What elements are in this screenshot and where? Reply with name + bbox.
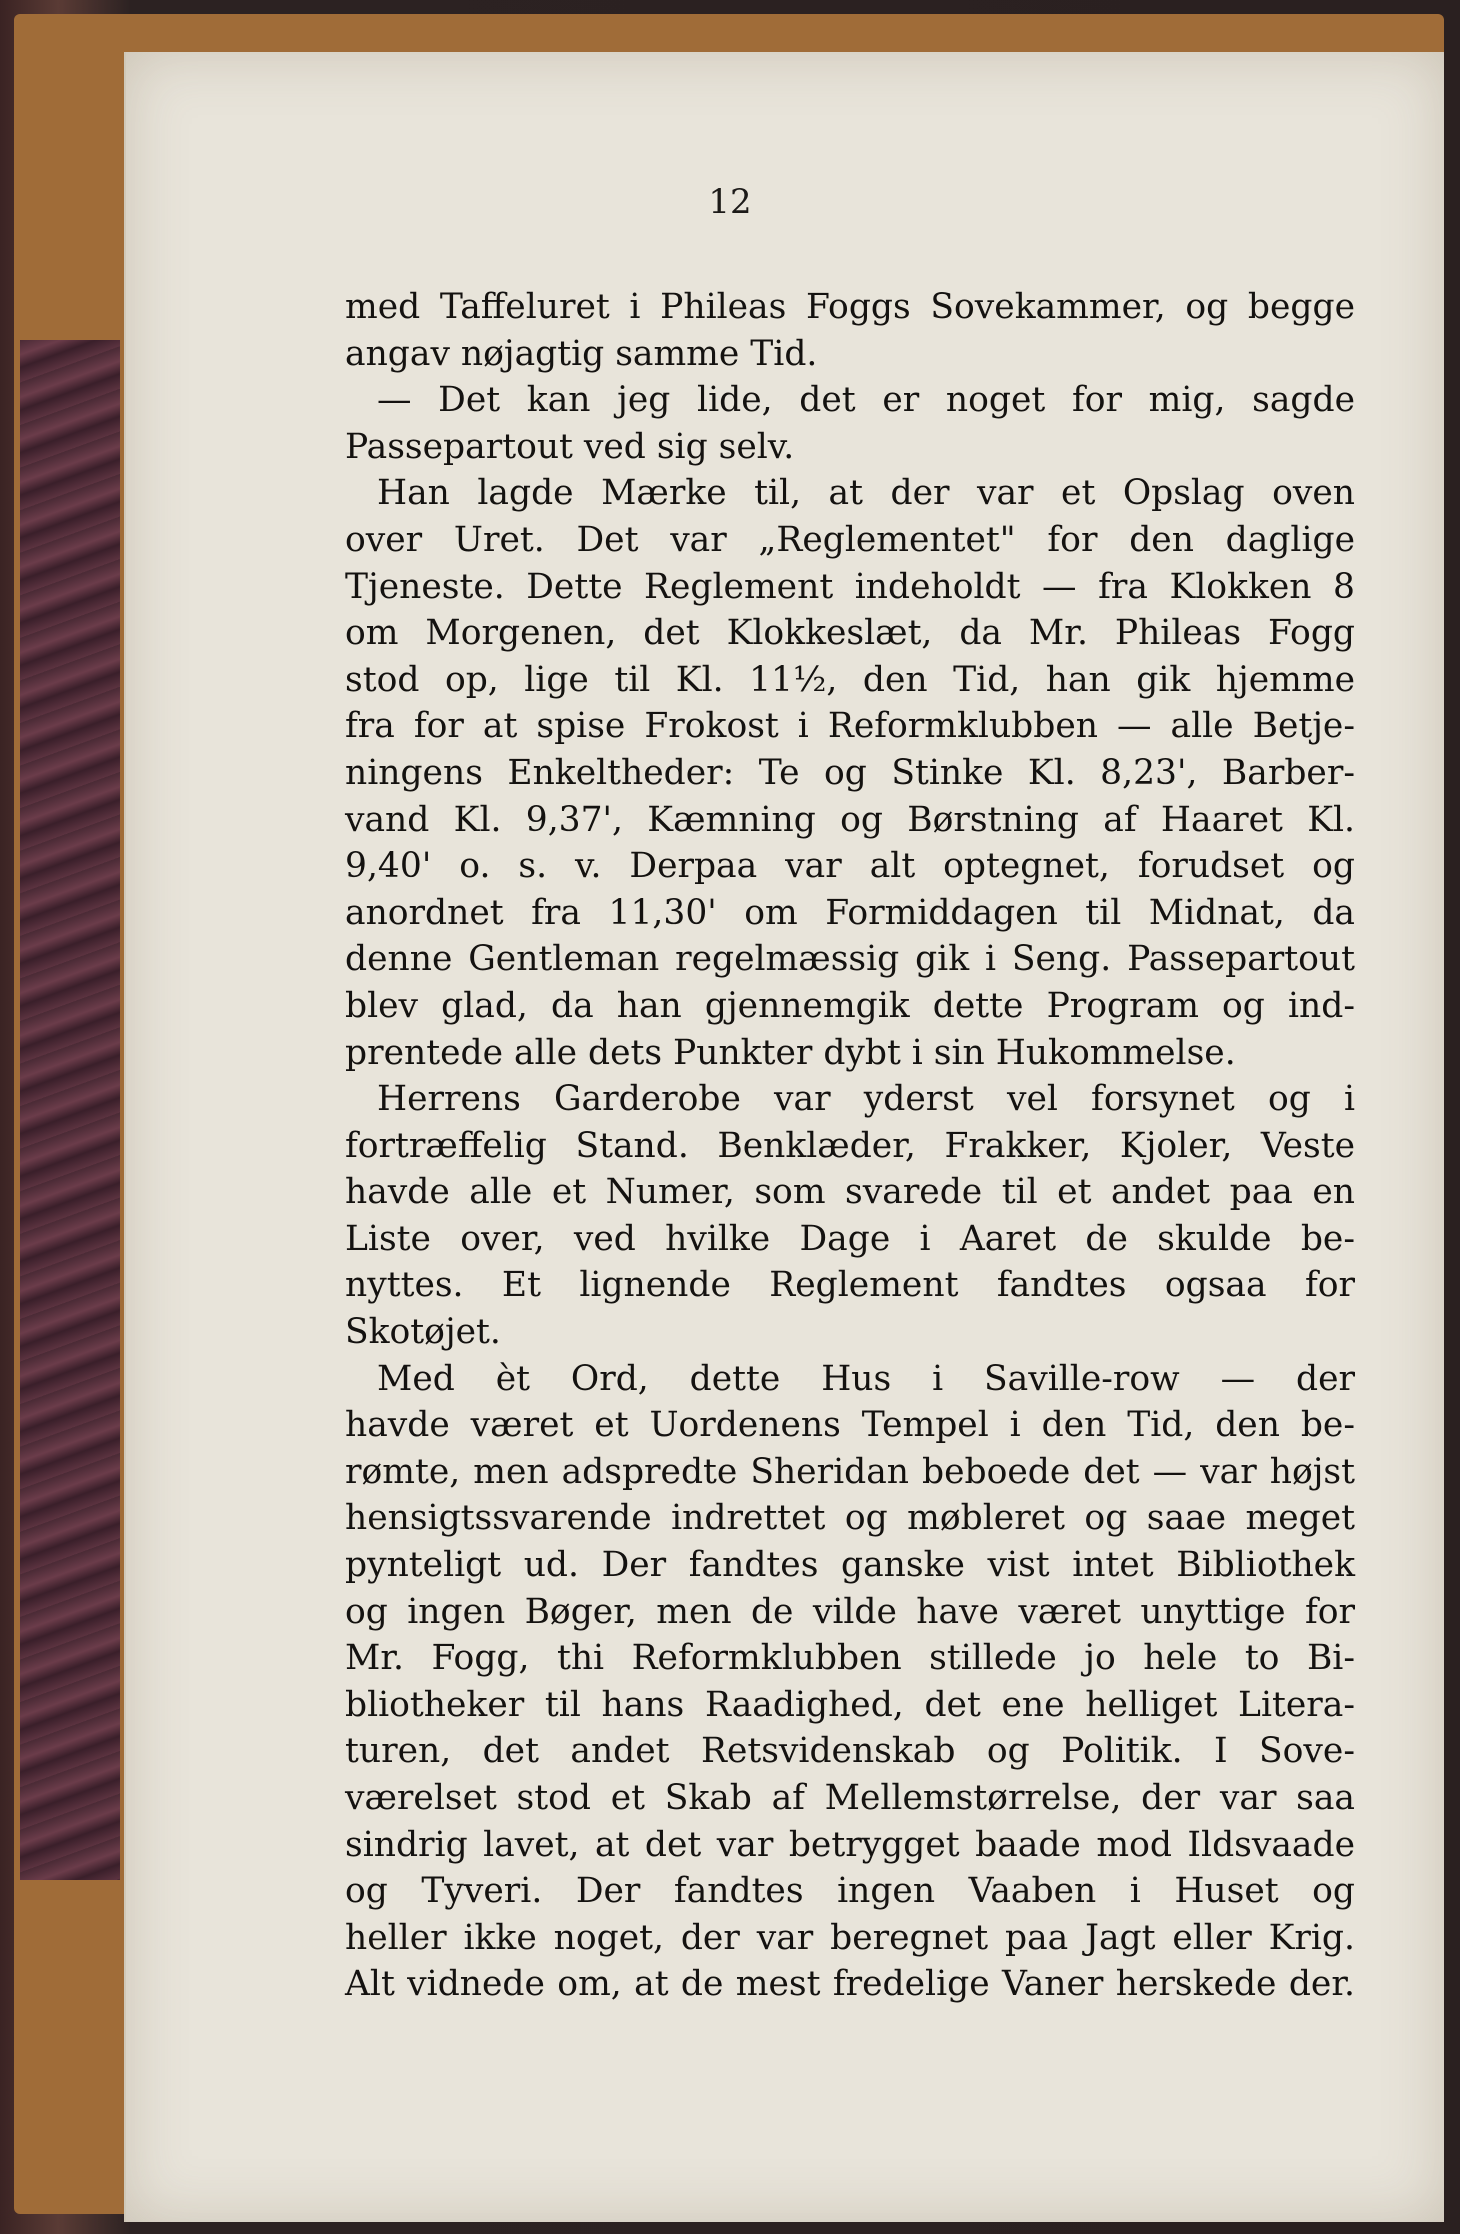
text-line: Liste over, ved hvilke Dage i Aaret de skulde be- — [345, 1218, 1355, 1259]
text-line: om Morgenen, det Klokkeslæt, da Mr. Phileas Fogg — [345, 613, 1355, 654]
text-line: denne Gentleman regelmæssig gik i Seng. Passepartout — [345, 939, 1355, 980]
text-line: sindrig lavet, at det var betrygget baade mod Ildsvaade — [345, 1824, 1355, 1865]
text-line: bliotheker til hans Raadighed, det ene helliget Litera- — [345, 1684, 1355, 1725]
text-line: Alt vidnede om, at de mest fredelige Vaner herskede der. — [345, 1964, 1355, 2005]
text-line: anordnet fra 11,30' om Formiddagen til Midnat, da — [345, 892, 1355, 933]
text-line: Han lagde Mærke til, at der var et Opslag oven — [377, 473, 1355, 514]
text-line: nyttes. Et lignende Reglement fandtes ogsaa for — [345, 1265, 1355, 1306]
text-line: Herrens Garderobe var yderst vel forsynet og i — [377, 1079, 1355, 1120]
text-line: turen, det andet Retsvidenskab og Politik. I Sove- — [345, 1731, 1355, 1772]
text-line: over Uret. Det var „Reglementet" for den daglige — [345, 519, 1355, 560]
text-line: fortræffelig Stand. Benklæder, Frakker, Kjoler, Veste — [345, 1125, 1355, 1166]
text-line: pynteligt ud. Der fandtes ganske vist intet Bibliothek — [345, 1545, 1355, 1586]
text-line: hensigtssvarende indrettet og møbleret og saae meget — [345, 1498, 1355, 1539]
text-line: ningens Enkeltheder: Te og Stinke Kl. 8,23', Barber- — [345, 752, 1355, 793]
text-line: havde været et Uordenens Tempel i den Tid, den be- — [345, 1405, 1355, 1446]
text-line: Tjeneste. Dette Reglement indeholdt — fra Klokken 8 — [345, 566, 1355, 607]
text-line: angav nøjagtig samme Tid. — [345, 333, 818, 374]
text-line: 9,40' o. s. v. Derpaa var alt optegnet, forudset og — [345, 846, 1355, 887]
marbled-endpaper — [20, 340, 120, 1880]
text-line: blev glad, da han gjennemgik dette Program og ind- — [345, 985, 1355, 1026]
text-line: Med èt Ord, dette Hus i Saville-row — der — [377, 1358, 1355, 1399]
text-line: vand Kl. 9,37', Kæmning og Børstning af Haaret Kl. — [345, 799, 1355, 840]
text-line: fra for at spise Frokost i Reformklubben — alle Betje- — [345, 706, 1355, 747]
page-number: 12 — [708, 182, 752, 222]
text-line: stod op, lige til Kl. 11½, den Tid, han gik hjemme — [345, 659, 1355, 700]
text-line: havde alle et Numer, som svarede til et andet paa en — [345, 1172, 1355, 1213]
text-line: prentede alle dets Punkter dybt i sin Hukommelse. — [345, 1032, 1236, 1073]
text-line: Mr. Fogg, thi Reformklubben stillede jo hele to Bi- — [345, 1638, 1355, 1679]
body-text — [345, 284, 1355, 2008]
text-line: rømte, men adspredte Sheridan beboede det — var højst — [345, 1451, 1355, 1492]
text-line: heller ikke noget, der var beregnet paa Jagt eller Krig. — [345, 1917, 1355, 1958]
text-line: med Taffeluret i Phileas Foggs Sovekammer, og begge — [345, 287, 1355, 327]
text-line: — Det kan jeg lide, det er noget for mig, sagde — [377, 380, 1355, 421]
text-line: og Tyveri. Der fandtes ingen Vaaben i Huset og — [345, 1871, 1355, 1912]
text-line: og ingen Bøger, men de vilde have været unyttige for — [345, 1591, 1355, 1632]
text-line: Skotøjet. — [345, 1312, 501, 1353]
text-line: Passepartout ved sig selv. — [345, 426, 795, 467]
text-line: værelset stod et Skab af Mellemstørrelse, der var saa — [345, 1778, 1355, 1818]
